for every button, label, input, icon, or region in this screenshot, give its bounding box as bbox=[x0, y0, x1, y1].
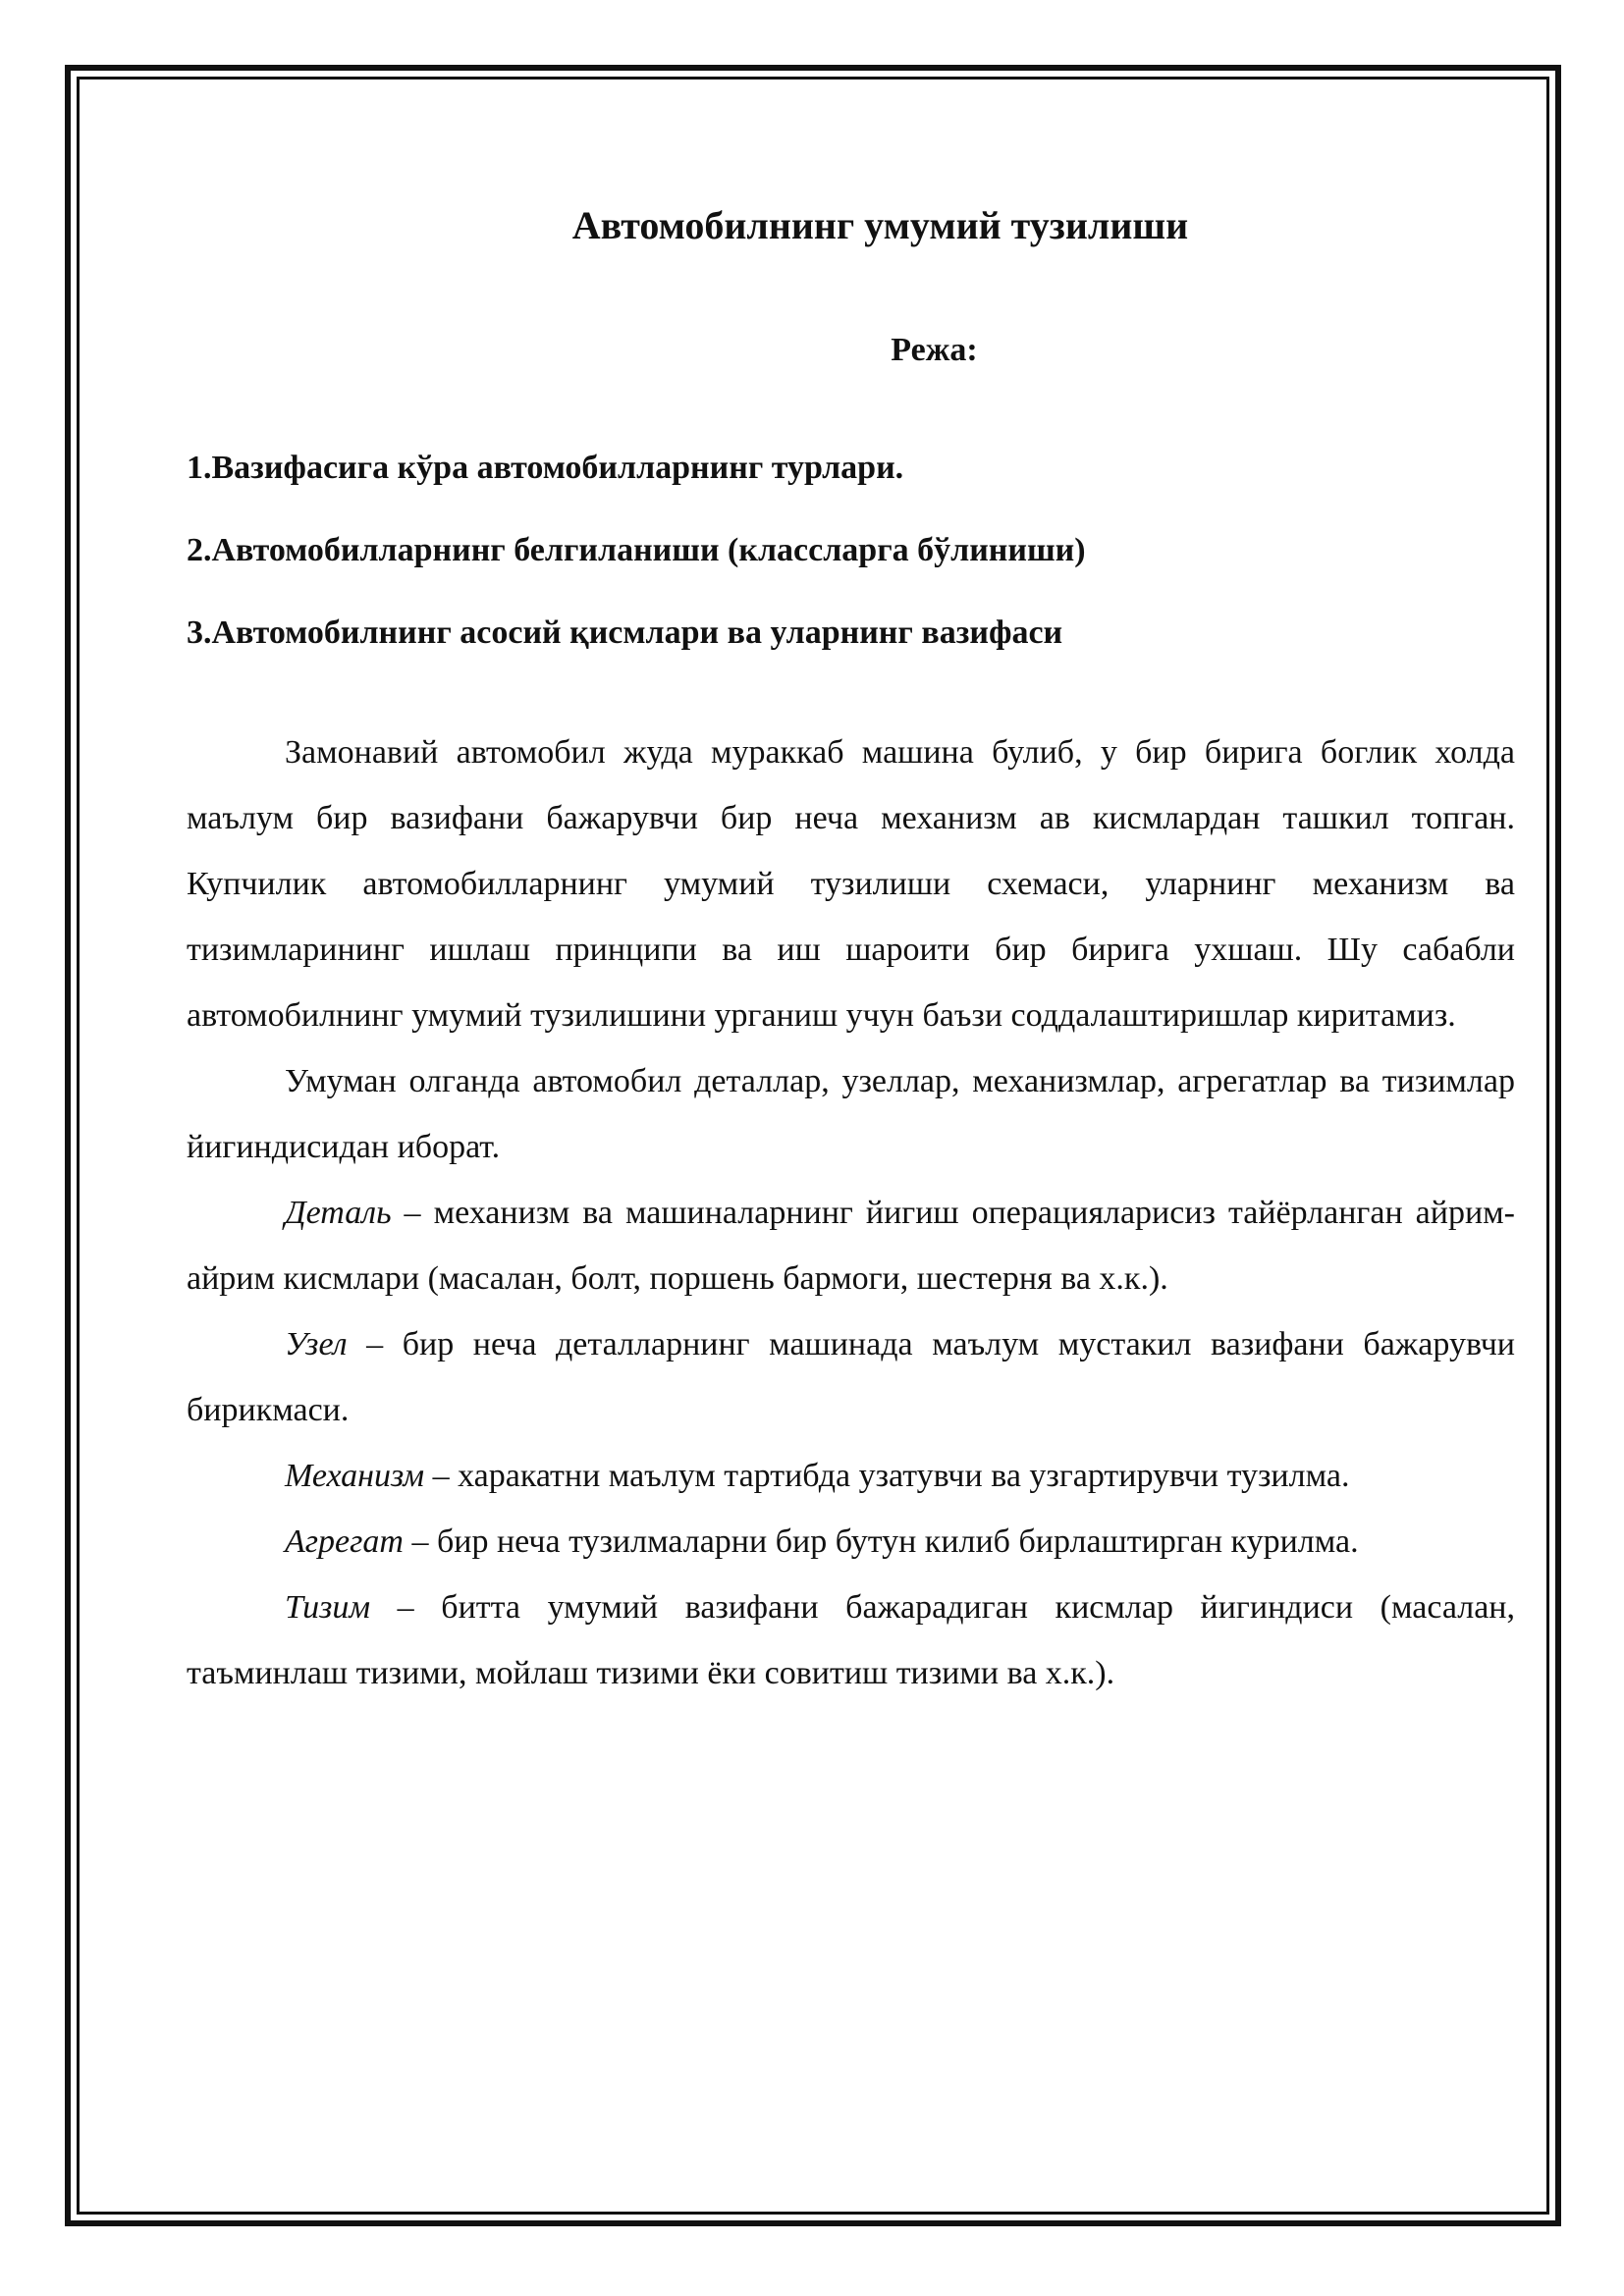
definition-term: Агрегат bbox=[285, 1523, 404, 1560]
plan-heading: Режа: bbox=[891, 332, 978, 368]
definition-term: Механизм bbox=[285, 1458, 425, 1494]
definition-unit bbox=[187, 1311, 1515, 1443]
definition-aggregate bbox=[187, 1509, 1515, 1575]
definition-term: Тизим bbox=[285, 1589, 371, 1626]
document-title: Автомобилнинг умумий тузилиши bbox=[571, 203, 1189, 247]
plan-item: 3.Автомобилнинг асосий қисмлари ва уларнинг вазифаси bbox=[187, 614, 1063, 651]
plan-item: 2.Автомобилларнинг белгиланиши (классларга бўлиниши) bbox=[187, 532, 1086, 568]
definition-text: – бир неча тузилмаларни бир бутун килиб бирлаштирган курилма. bbox=[403, 1523, 1359, 1560]
plan-list bbox=[187, 427, 1515, 674]
body-text bbox=[187, 720, 1515, 1706]
paragraph-intro: Замонавий автомобил жуда мураккаб машина булиб, у бир бирига боглик холда маълум бир вазифани бажарувчи бир неча механизм ав кисмлардан ташкил топган. Купчилик автомобилларнинг умумий тузилиши схемаси, уларнинг механизм ва тизимларининг ишлаш принципи ва иш шароити бир бирига ухшаш. Шу сабабли автомобилнинг умумий тузилишини урганиш учун баъзи соддалаштиришлар киритамиз. bbox=[187, 734, 1515, 1034]
definition-text: – механизм ва машиналарнинг йигиш операцияларисиз тайёрланган айрим-айрим кисмлари (масалан, болт, поршень бармоги, шестерня ва х.к.). bbox=[187, 1195, 1515, 1297]
definition-system bbox=[187, 1575, 1515, 1706]
definition-mechanism bbox=[187, 1443, 1515, 1509]
definition-text: – битта умумий вазифани бажарадиган кисмлар йигиндиси (масалан, таъминлаш тизими, мойлаш тизими ёки совитиш тизими ва х.к.). bbox=[187, 1589, 1515, 1691]
definition-text: – харакатни маълум тартибда узатувчи ва узгартирувчи тузилма. bbox=[424, 1458, 1350, 1494]
definition-text: – бир неча деталларнинг машинада маълум мустакил вазифани бажарувчи бирикмаси. bbox=[187, 1326, 1515, 1428]
plan-item: 1.Вазифасига кўра автомобилларнинг турлари. bbox=[187, 450, 904, 486]
paragraph-summary: Умуман олганда автомобил деталлар, узеллар, механизмлар, агрегатлар ва тизимлар йигиндисидан иборат. bbox=[187, 1063, 1515, 1165]
definition-term: Узел bbox=[285, 1326, 348, 1362]
definition-term: Деталь bbox=[285, 1195, 392, 1231]
definition-detail bbox=[187, 1180, 1515, 1311]
